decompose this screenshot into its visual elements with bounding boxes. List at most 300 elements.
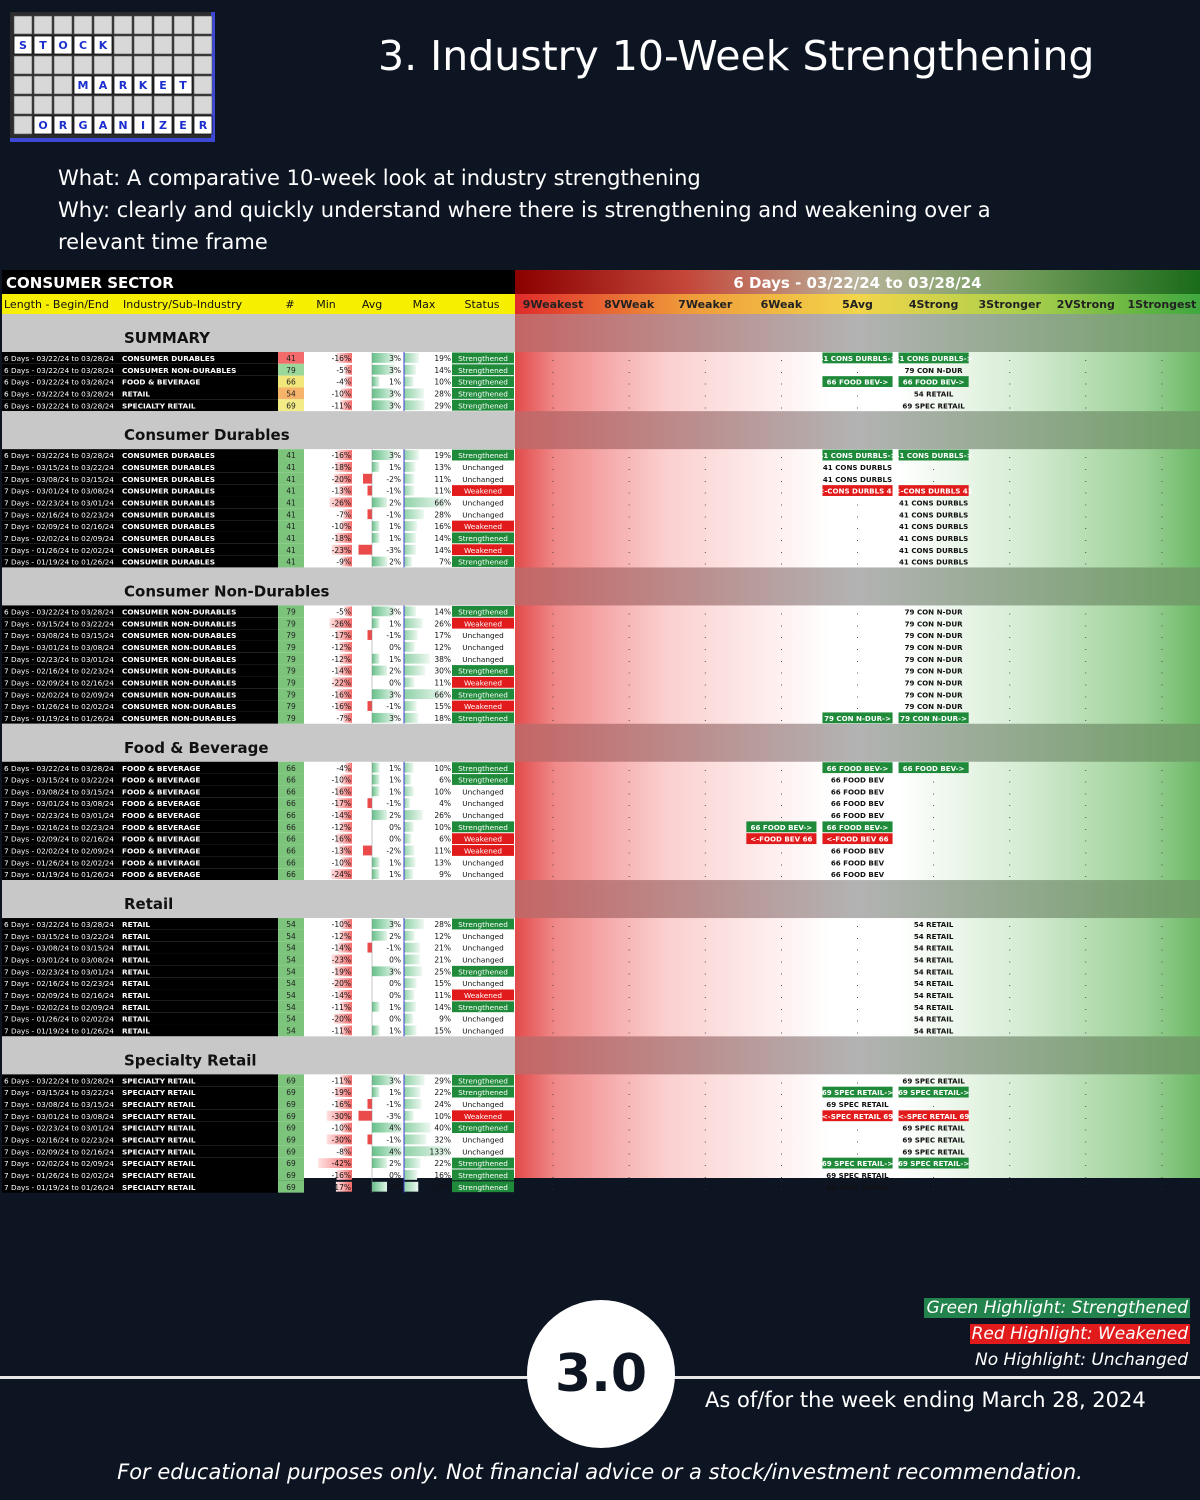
max-bar [404,666,425,676]
industry-name: SPECIALTY RETAIL [122,1147,196,1157]
strength-cell-dot: . [1160,787,1164,797]
count-value: 54 [286,967,296,977]
avg-bar [372,786,380,796]
strength-cell-dot: . [1084,1088,1088,1098]
strength-cell-dot: . [551,389,555,399]
count-value: 69 [286,1170,296,1180]
strength-cell-dot: . [1160,365,1164,375]
strength-cell-dot: . [627,1002,631,1012]
strength-cell-dot: . [856,607,859,617]
strength-cell-dot: . [551,979,555,989]
strength-cell-dot: . [551,486,555,496]
strength-header: 1Strongest [1127,298,1197,311]
industry-name: RETAIL [122,955,151,965]
strength-cell-dot: . [1008,510,1011,520]
avg-bar [368,1135,373,1145]
strength-cell-dot: . [1084,943,1088,953]
strength-cell-label: 66 FOOD BEV [830,846,885,856]
strength-cell-dot: . [551,1100,555,1110]
strength-cell-dot: . [1084,557,1088,567]
max-value: 26% [434,619,451,629]
strength-cell-dot: . [932,1100,935,1110]
strength-cell-dot: . [1008,1182,1011,1192]
count-value: 66 [286,787,296,797]
strength-cell-label: 54 RETAIL [913,943,954,953]
logo-letter: A [98,119,108,132]
strength-cell-label: 79 CON N-DUR [904,654,963,664]
count-value: 41 [286,522,296,532]
avg-bar [372,1158,387,1168]
max-bar [404,462,415,472]
strength-cell-dot: . [551,666,555,676]
status-value: Strengthened [458,533,508,543]
strength-cell-dot: . [551,1123,555,1133]
max-value: 6% [439,834,451,844]
industry-name: FOOD & BEVERAGE [122,834,201,844]
status-value: Unchanged [462,1014,504,1024]
strength-cell-dot: . [1084,451,1088,461]
strength-cell-dot: . [704,533,707,543]
strength-cell-label: 66 FOOD BEV [830,775,885,785]
strength-cell-dot: . [1008,1026,1011,1036]
max-value: 13% [434,462,451,472]
logo-blank-tile [154,36,172,54]
min-value: -12% [331,822,351,832]
max-bar [404,1075,425,1085]
min-value: -16% [331,1100,351,1110]
period-label: 7 Days - 01/19/24 to 01/26/24 [4,870,114,880]
industry-name: RETAIL [122,979,151,989]
strength-cell-dot: . [856,955,859,965]
sector-title: CONSUMER SECTOR [6,274,174,292]
count-value: 66 [286,846,296,856]
avg-value: 2% [389,666,401,676]
min-value: -17% [331,631,351,641]
strength-cell-dot: . [551,642,555,652]
strength-cell-dot: . [780,846,783,856]
count-value: 41 [286,474,296,484]
logo-letter: T [39,39,47,52]
strength-cell-dot: . [856,702,859,712]
strength-cell-label: <-SPEC RETAIL 69 [821,1111,894,1121]
strength-cell-dot: . [627,462,631,472]
strength-cell-dot: . [704,389,707,399]
count-value: 41 [286,533,296,543]
status-value: Unchanged [462,955,504,965]
avg-value: 3% [389,365,401,375]
logo-blank-tile [14,96,32,114]
industry-name: CONSUMER DURABLES [122,533,215,543]
status-value: Unchanged [462,654,504,664]
strength-cell-label: 41 CONS DURBLS-> [894,354,973,363]
logo-blank-tile [114,96,132,114]
strength-cell-dot: . [551,920,555,930]
count-value: 54 [286,1014,296,1024]
strength-cell-dot: . [1160,486,1164,496]
strength-cell-dot: . [780,486,783,496]
max-value: 6% [439,775,451,785]
industry-name: FOOD & BEVERAGE [122,846,201,856]
strength-cell-dot: . [627,787,631,797]
strength-cell-dot: . [932,787,935,797]
strength-cell-dot: . [780,365,783,375]
period-label: 7 Days - 03/15/24 to 03/22/24 [4,462,114,472]
strength-cell-dot: . [1008,1076,1011,1086]
strength-cell-dot: . [1008,389,1011,399]
max-value: 21% [434,955,451,965]
min-value: -42% [331,1159,351,1169]
industry-name: CONSUMER DURABLES [122,498,215,508]
strength-cell-dot: . [1160,920,1164,930]
strength-cell-dot: . [856,967,859,977]
section-band [2,314,515,352]
avg-value: 0% [389,979,401,989]
strength-cell-dot: . [1084,510,1088,520]
strength-cell-dot: . [856,690,859,700]
strength-cell-dot: . [704,545,707,555]
max-value: 13% [434,858,451,868]
avg-bar [372,618,380,628]
logo-blank-tile [174,96,192,114]
min-value: -16% [331,1170,351,1180]
count-value: 79 [286,713,296,723]
min-value: -12% [331,931,351,941]
strength-cell-dot: . [856,522,859,532]
avg-value: 2% [389,1182,401,1192]
strength-cell-label: 54 RETAIL [913,1026,954,1036]
max-bar [404,1135,426,1145]
status-value: Strengthened [458,713,508,723]
logo-letter: I [140,119,146,132]
avg-value: 0% [389,678,401,688]
strength-cell-label: 54 RETAIL [913,389,954,399]
strength-cell-dot: . [704,678,707,688]
section-title: Consumer Non-Durables [124,582,330,601]
min-value: -20% [331,474,351,484]
avg-value: 1% [389,763,401,773]
status-value: Unchanged [462,799,504,809]
min-value: -20% [331,979,351,989]
strength-cell-dot: . [627,354,631,363]
avg-value: 3% [389,401,401,411]
strength-cell-dot: . [704,1135,707,1145]
strength-cell-dot: . [780,702,783,712]
strength-cell-dot: . [1008,811,1011,821]
period-label: 7 Days - 01/26/24 to 02/02/24 [4,545,114,555]
status-value: Weakened [464,522,502,532]
min-value: -17% [331,799,351,809]
period-label: 7 Days - 03/01/24 to 03/08/24 [4,955,114,965]
strength-cell-dot: . [1008,787,1011,797]
max-bar [404,846,414,856]
count-value: 69 [286,1111,296,1121]
strength-cell-dot: . [1160,1135,1164,1145]
strength-cell-dot: . [627,631,631,641]
strength-cell-dot: . [780,631,783,641]
logo-letter: E [159,79,167,92]
strength-cell-dot: . [551,1088,555,1098]
count-value: 66 [286,799,296,809]
status-value: Weakened [464,991,502,1001]
strength-cell-dot: . [627,365,631,375]
strength-cell-label: 54 RETAIL [913,931,954,941]
avg-value: 1% [389,619,401,629]
strength-cell-dot: . [551,354,555,363]
avg-value: 0% [389,1014,401,1024]
min-value: -5% [336,365,351,375]
strength-cell-dot: . [780,713,783,723]
strength-cell-dot: . [1084,702,1088,712]
avg-bar [368,701,373,711]
max-value: 11% [434,678,451,688]
strength-cell-dot: . [627,1100,631,1110]
strength-cell-dot: . [704,870,707,880]
industry-name: CONSUMER NON-DURABLES [122,654,237,664]
period-label: 7 Days - 03/08/24 to 03/15/24 [4,943,114,953]
status-value: Unchanged [462,1135,504,1145]
strength-cell-dot: . [704,377,707,387]
strength-cell-label: 69 SPEC RETAIL [902,1147,965,1157]
strength-cell-dot: . [704,713,707,723]
period-label: 7 Days - 03/15/24 to 03/22/24 [4,931,114,941]
count-value: 41 [286,354,296,363]
min-value: -23% [331,545,351,555]
period-label: 6 Days - 03/22/24 to 03/28/24 [4,607,114,617]
industry-name: RETAIL [122,967,151,977]
status-value: Strengthened [458,1159,508,1169]
industry-name: SPECIALTY RETAIL [122,1123,196,1133]
disclaimer: For educational purposes only. Not financial advice or a stock/investment recommendation. [117,1460,1083,1484]
strength-cell-dot: . [551,834,555,844]
logo-letter: M [77,79,89,92]
status-value: Strengthened [458,920,508,930]
industry-name: CONSUMER DURABLES [122,557,215,567]
strength-cell-dot: . [551,775,555,785]
period-label: 6 Days - 03/22/24 to 03/28/24 [4,920,114,930]
strength-cell-dot: . [1084,1159,1088,1169]
industry-name: CONSUMER DURABLES [122,545,215,555]
strength-cell-dot: . [1008,870,1011,880]
strength-cell-label: <-FOOD BEV 66 [750,834,813,844]
max-bar [404,1002,416,1012]
status-value: Unchanged [462,510,504,520]
strength-cell-dot: . [1084,498,1088,508]
max-bar [404,1111,414,1121]
strength-cell-dot: . [1160,377,1164,387]
strength-cell-dot: . [1084,389,1088,399]
logo-letter: E [179,119,187,132]
avg-value: -1% [386,1100,401,1110]
strength-cell-dot: . [856,1002,859,1012]
industry-name: FOOD & BEVERAGE [122,811,201,821]
status-value: Unchanged [462,498,504,508]
strength-cell-dot: . [1008,642,1011,652]
avg-value: 0% [389,991,401,1001]
strength-cell-dot: . [704,354,707,363]
logo-blank-tile [14,76,32,94]
count-value: 41 [286,545,296,555]
strength-cell-dot: . [551,1159,555,1169]
column-header: # [285,298,295,311]
strength-cell-dot: . [1008,666,1011,676]
max-bar [404,810,423,820]
max-bar [404,1182,418,1192]
logo-blank-tile [54,96,72,114]
count-value: 41 [286,510,296,520]
count-value: 66 [286,870,296,880]
strength-cell-dot: . [780,858,783,868]
strength-cell-dot: . [780,1088,783,1098]
max-bar [404,630,418,640]
strength-cell-dot: . [704,1100,707,1110]
logo-letter: T [179,79,187,92]
avg-value: 4% [389,1147,401,1157]
strength-cell-dot: . [856,533,859,543]
status-value: Unchanged [462,811,504,821]
strength-cell-dot: . [856,510,859,520]
max-bar [404,400,425,410]
max-bar [404,557,412,567]
strength-cell-label: 66 FOOD BEV [830,787,885,797]
section-band [2,880,515,918]
strength-cell-dot: . [704,967,707,977]
min-value: -7% [336,510,351,520]
strength-cell-dot: . [780,389,783,399]
min-value: -16% [331,834,351,844]
strength-cell-dot: . [1160,702,1164,712]
count-value: 69 [286,1100,296,1110]
max-value: 10% [434,822,451,832]
strength-cell-dot: . [856,545,859,555]
section-band-grid [515,411,1200,449]
strength-cell-label: 54 RETAIL [913,920,954,930]
strength-cell-dot: . [627,690,631,700]
strength-header: 5Avg [842,298,873,311]
max-bar [404,1014,413,1024]
avg-bar [372,654,380,664]
logo-blank-tile [74,56,92,74]
avg-value: 3% [389,451,401,461]
strength-cell-dot: . [551,1002,555,1012]
strength-cell-dot: . [780,1170,783,1180]
section-title: Specialty Retail [124,1051,257,1070]
strength-cell-dot: . [780,1123,783,1133]
status-value: Strengthened [458,822,508,832]
strength-cell-dot: . [704,1159,707,1169]
strength-cell-dot: . [1084,631,1088,641]
strength-cell-dot: . [627,522,631,532]
strength-header: 4Strong [908,298,959,311]
period-label: 7 Days - 01/26/24 to 02/02/24 [4,858,114,868]
count-value: 69 [286,1135,296,1145]
avg-value: 1% [389,462,401,472]
strength-cell-label: 41 CONS DURBLS-> [894,451,973,461]
max-value: 14% [434,365,451,375]
status-value: Unchanged [462,1100,504,1110]
strength-cell-dot: . [780,1014,783,1024]
period-label: 6 Days - 03/22/24 to 03/28/24 [4,389,114,399]
strength-cell-dot: . [704,1076,707,1086]
avg-bar [372,1182,387,1192]
status-value: Strengthened [458,377,508,387]
min-value: -19% [331,1088,351,1098]
industry-name: CONSUMER NON-DURABLES [122,713,237,723]
min-value: -23% [331,955,351,965]
strength-cell-dot: . [856,678,859,688]
why-text-continued: relevant time frame [58,230,268,254]
strength-cell-dot: . [704,1182,707,1192]
period-label: 7 Days - 03/08/24 to 03/15/24 [4,1100,114,1110]
strength-cell-dot: . [704,858,707,868]
avg-value: 0% [389,834,401,844]
strength-cell-dot: . [627,858,631,868]
logo-letter: Z [159,119,167,132]
strength-cell-dot: . [780,967,783,977]
strength-cell-dot: . [1008,486,1011,496]
strength-cell-dot: . [551,1147,555,1157]
avg-value: 3% [389,920,401,930]
strength-cell-dot: . [627,533,631,543]
industry-name: CONSUMER DURABLES [122,354,215,363]
strength-cell-dot: . [551,474,555,484]
max-value: 10% [434,377,451,387]
section-badge: 3.0 [527,1300,675,1448]
strength-cell-dot: . [627,834,631,844]
industry-name: RETAIL [122,920,151,930]
max-value: 15% [434,702,451,712]
logo-letter: A [98,79,108,92]
industry-name: SPECIALTY RETAIL [122,1088,196,1098]
logo-blank-tile [54,56,72,74]
section-band-grid [515,1036,1200,1074]
strength-cell-dot: . [627,702,631,712]
strength-cell-dot: . [1008,822,1011,832]
period-label: 7 Days - 03/15/24 to 03/22/24 [4,619,114,629]
strength-cell-label: 54 RETAIL [913,991,954,1001]
max-value: 38% [434,654,451,664]
strength-cell-dot: . [627,377,631,387]
max-bar [404,1099,422,1109]
strength-cell-dot: . [1084,846,1088,856]
logo-blank-tile [34,16,52,34]
strength-cell-dot: . [551,365,555,375]
status-value: Strengthened [458,775,508,785]
min-value: -5% [336,607,351,617]
avg-bar [368,1099,373,1109]
max-value: 14% [434,607,451,617]
min-value: -20% [331,1014,351,1024]
strength-cell-dot: . [551,678,555,688]
industry-name: CONSUMER NON-DURABLES [122,690,237,700]
min-value: -16% [331,451,351,461]
industry-name: FOOD & BEVERAGE [122,858,201,868]
period-label: 7 Days - 02/09/24 to 02/16/24 [4,991,114,1001]
logo-letter: K [98,39,108,52]
section-band-grid [515,314,1200,352]
strength-cell-dot: . [1160,533,1164,543]
section-title: Consumer Durables [124,426,290,445]
count-value: 41 [286,462,296,472]
strength-cell-label: 54 RETAIL [913,979,954,989]
min-value: -30% [331,1135,351,1145]
strength-cell-dot: . [1008,991,1011,1001]
status-value: Weakened [464,486,502,496]
min-value: -14% [331,811,351,821]
avg-bar [359,1111,373,1121]
max-value: 11% [434,486,451,496]
period-label: 7 Days - 03/01/24 to 03/08/24 [4,799,114,809]
strength-cell-dot: . [856,991,859,1001]
